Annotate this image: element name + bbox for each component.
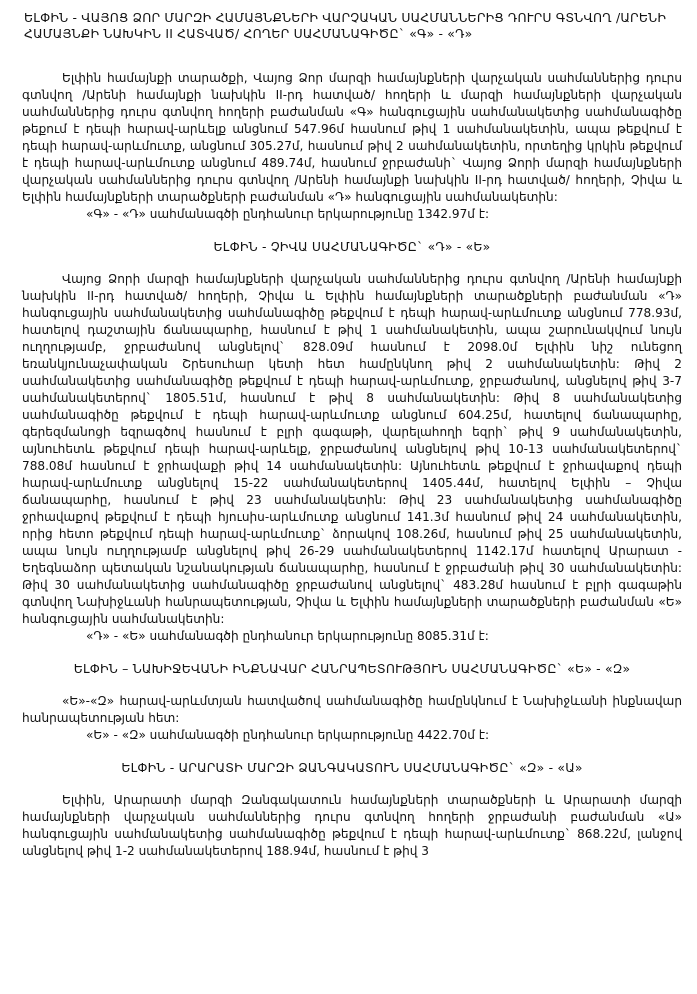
document-title: ԵԼՓԻՆ - ՎԱՅՈՑ ՁՈՐ ՄԱՐԶԻ ՀԱՄԱՅՆՔՆԵՐԻ ՎԱՐՉԱԿԱՆ ՍԱՀՄԱՆՆԵՐԻՑ ԴՈՒՐՍ ԳՏՆՎՈՂ /ԱՐԵՆԻ ՀԱՄԱՅՆՔԻ ՆԱԽԿԻՆ II ՀԱՏՎԱԾ/ ՀՈՂԵՐ ՍԱՀՄԱՆԱԳԻԾԸ` «Գ» - «Դ» — [24, 10, 667, 41]
section2-paragraph: Վայոց Ձորի մարզի համայնքների վարչական սահմաններից դուրս գտնվող /Արենի համայնքի նախկին II-րդ հատված/ հողերի, Չիվա և Ելփին համայնքների տարածքների բաժանման «Դ» հանգուցային սահմանակետից սահմանագիծը թեքվում է դեպի հարավ-արևմուտք անցնում 778.93մ, հատելով դաշտային ճանապարհը, հասնում է թիվ 1 սահմանակետին, ապա շարունակվում նույն ուղղությամբ, ջրբաժանով անցնելով` 828.09մ հասնում է 2098.0մ Ելփին նիշ ունեցող եռանկյունաչափական Շրեսուհար կետի հետ համընկնող թիվ 2 սահմանակետին: Թիվ 2 սահմանակետից սահմանագիծը թեքվում է դեպի հարավ-արևմուտք, ջրբաժանով, անցնելով թիվ 3-7 սահմանակետերով` 1805.51մ, հասնում է թիվ 8 սահմանակետին: Թիվ 8 սահմանակետից սահմանագիծը թեքվում է դեպի հարավ-արևմուտք անցնում 604.25մ, հատելով ճանապարհը, գերեզմանոցի եզրագծով հասնում է բլրի գագաթի, վարելահողի եզրի` թիվ 9 սահմանակետին, այնուհետև թեքվում դեպի հարավ-արևելք, ջրբաժանով անցնելով թիվ 10-13 սահմանակետերով` 788.08մ հասնում է ջրհավաքի թիվ 14 սահմանակետին: Այնուհետև թեքվում է ջրհավաքով դեպի հարավ-արևմուտք անցնելով 15-22 սահմանակետերով 1405.44մ, հատելով Ելփին – Չիվա ճանապարհը, հասնում է թիվ 23 սահմանակետին: Թիվ 23 սահմանակետից սահմանագիծը ջրհավաքով թեքվում է դեպի հյուսիս-արևմուտք անցնում 141.3մ հասնում թիվ 24 սահմանակետին, որից հետո թեքվում դեպի հարավ-արևմուտք` ձորակով 108.26մ, հասնում թիվ 25 սահմանակետին, ապա նույն ուղղությամբ անցնելով թիվ 26-29 սահմանակետերով 1142.17մ հատելով Արարատ - Եղեգնաձոր պետական նշանակության ճանապարհը, հասնում է ջրբաժանի թիվ 30 սահմանակետին: Թիվ 30 սահմանակետից սահմանագիծը ջրբաժանով անցնելով` 483.28մ հասնում է բլրի գագաթին գտնվող Նախիջևանի հանրապետության, Չիվա և Ելփին համայնքների տարածքների բաժանման «Ե» հանգուցային սահմանակետին: — [22, 272, 682, 626]
section3-paragraph: «Ե»-«Զ» հարավ-արևմտյան հատվածով սահմանագիծը համընկնում է Նախիջևանի ինքնավար հանրապետության հետ: — [22, 694, 682, 725]
section2-total: «Դ» - «Ե» սահմանագծի ընդհանուր երկարությունը 8085.31մ է: — [86, 629, 489, 643]
section4-heading: ԵԼՓԻՆ - ԱՐԱՐԱՏԻ ՄԱՐԶԻ ՁԱՆԳԱԿԱՏՈՒՆ ՍԱՀՄԱՆԱԳԻԾԸ` «Զ» - «Ա» — [121, 760, 583, 775]
section1-total: «Գ» - «Դ» սահմանագծի ընդհանուր երկարությունը 1342.97մ է: — [86, 207, 490, 221]
document-page — [22, 10, 682, 860]
section1-paragraph: Ելփին համայնքի տարածքի, Վայոց Ձոր մարզի համայնքների վարչական սահմաններից դուրս գտնվող /Արենի համայնքի նախկին II-րդ հատված/ հողերի և մարզի համայնքների վարչական սահմաններից դուրս գտնվող հողերի բաժանման «Գ» հանգուցային սահմանակետից սահմանագիծը թեքում է դեպի հարավ-արևելք անցնում 547.96մ հասնում թիվ 1 սահմանակետին, ապա թեքվում է դեպի հարավ-արևմուտք, անցնում 305.27մ, հասնում թիվ 2 սահմանակետին, որտեղից կրկին թեքվում է դեպի հարավ-արևմուտք անցնում 489.74մ, հասնում ջրբաժանի` Վայոց Ձորի մարզի համայնքների վարչական սահմաններից դուրս գտնվող /Արենի համայնքի նախկին II-րդ հատված/ հողերի, Չիվա և Ելփին համայնքների տարածքների բաժանման «Դ» հանգուցային սահմանակետին: — [22, 71, 682, 204]
section2-heading: ԵԼՓԻՆ - ՉԻՎԱ ՍԱՀՄԱՆԱԳԻԾԸ` «Դ» - «Ե» — [213, 239, 491, 254]
section4-paragraph: Ելփին, Արարատի մարզի Զանգակատուն համայնքների տարածքների և Արարատի մարզի համայնքների վարչական սահմաններից դուրս գտնվող հողերի ջրբաժանի բաժանման «Ա» հանգուցային սահմանակետից սահմանագիծը թեքվում է դեպի հարավ-արևմուտք` 868.22մ, լանջով անցնելով թիվ 1-2 սահմանակետերով 188.94մ, հասնում է թիվ 3 — [22, 793, 682, 858]
section3-total: «Ե» - «Զ» սահմանագծի ընդհանուր երկարությունը 4422.70մ է: — [86, 728, 490, 742]
section3-heading: ԵԼՓԻՆ – ՆԱԽԻՋԵՎԱՆԻ ԻՆՔՆԱՎԱՐ ՀԱՆՐԱՊԵՏՈՒԹՅՈՒՆ ՍԱՀՄԱՆԱԳԻԾԸ` «Ե» - «Զ» — [73, 661, 631, 676]
